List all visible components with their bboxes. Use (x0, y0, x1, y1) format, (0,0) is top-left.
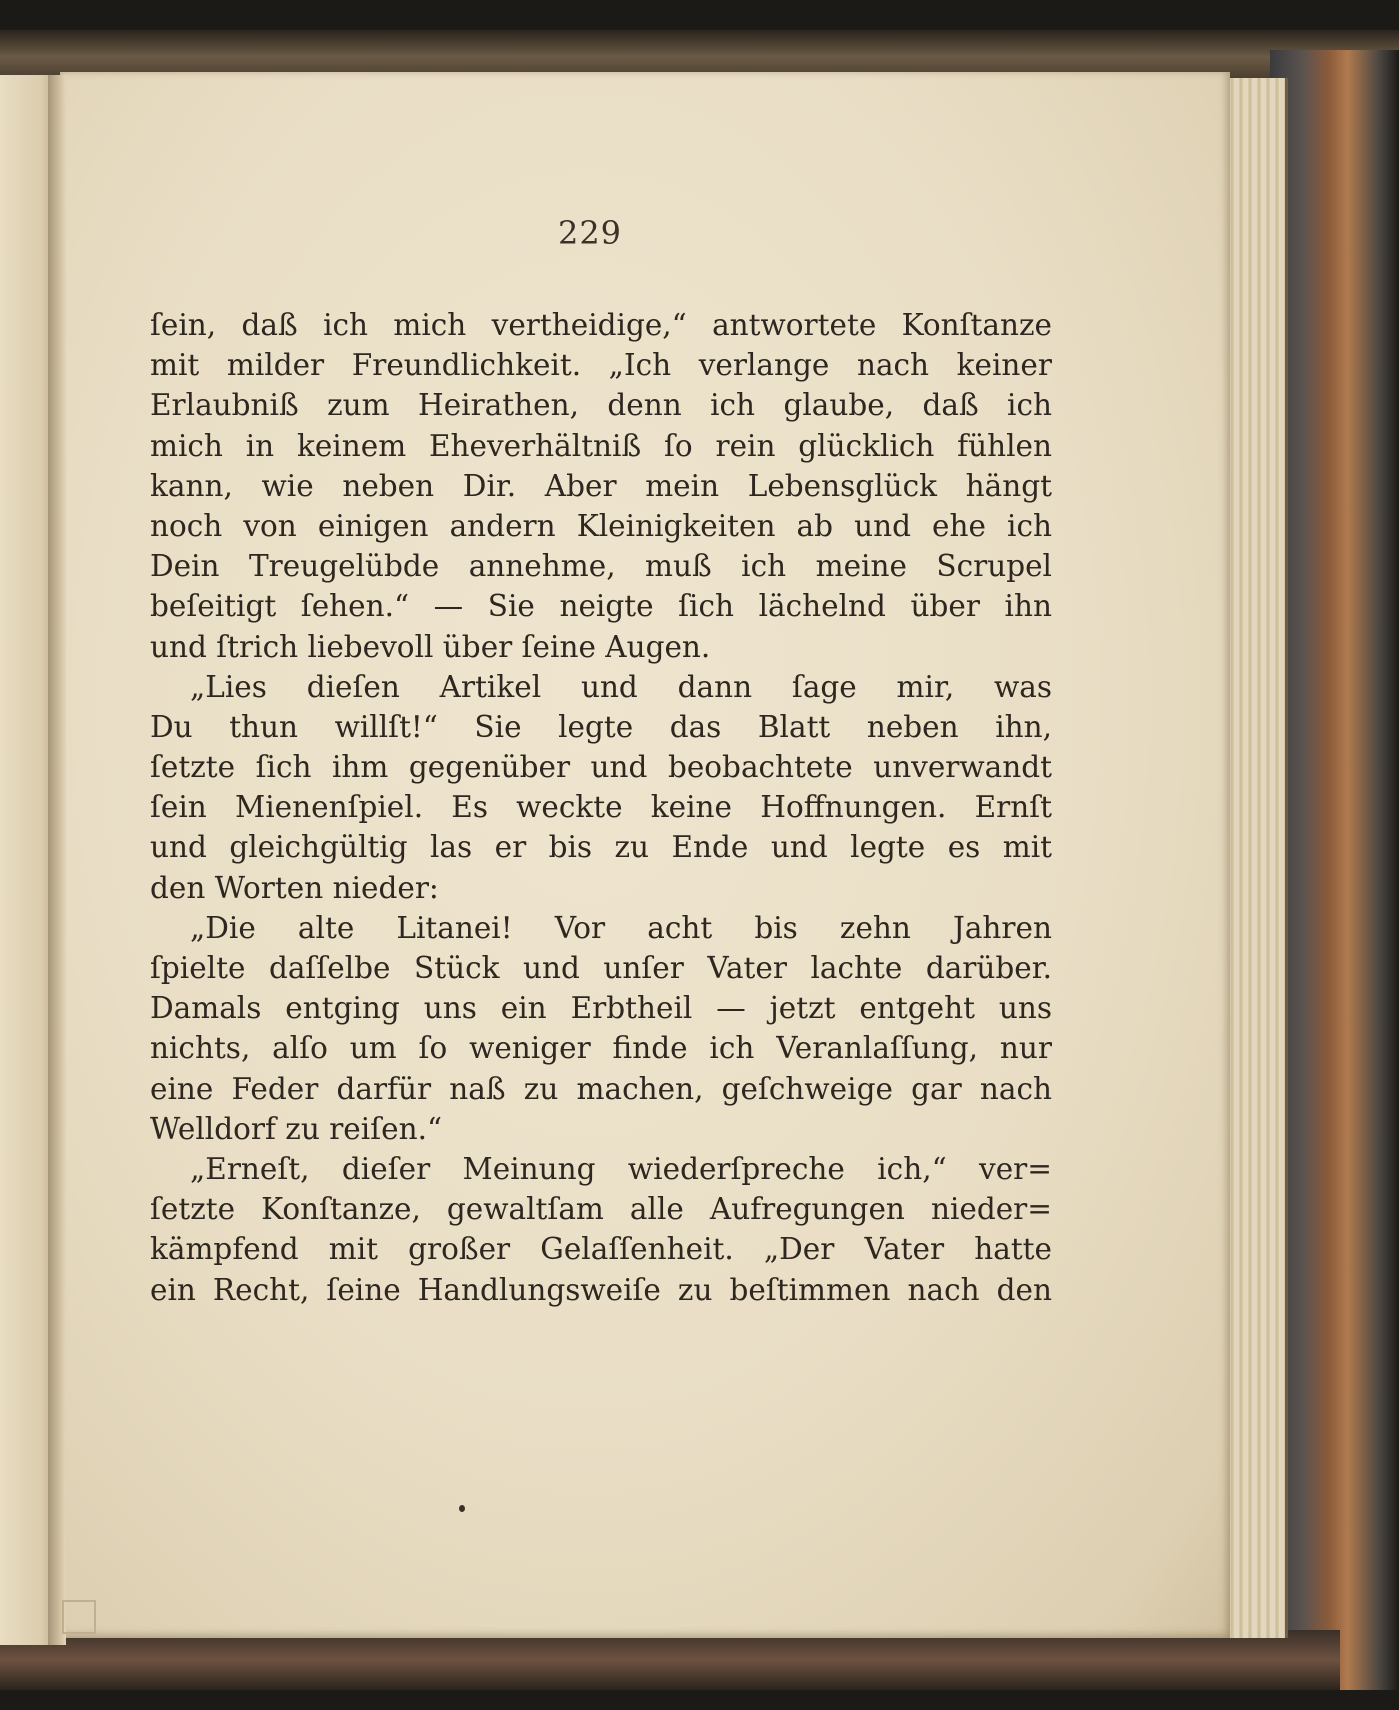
text-line: und gleichgültig las er bis zu Ende und legte es mit (150, 830, 1052, 865)
text-line: kann, wie neben Dir. Aber mein Lebensglück hängt (150, 468, 1052, 503)
page-block-edges (1225, 78, 1288, 1638)
text-line: ſetzte ſich ihm gegenüber und beobachtete unverwandt (150, 750, 1052, 785)
text-line: Du thun willſt!“ Sie legte das Blatt neben ihn, (150, 709, 1052, 744)
text-line: ſein Mienenſpiel. Es weckte keine Hoffnungen. Ernſt (150, 790, 1052, 825)
text-line: mit milder Freundlichkeit. „Ich verlange nach keiner (150, 348, 1052, 383)
body-text (150, 305, 1052, 1310)
ink-speck (459, 1505, 465, 1512)
text-line: nichts, alſo um ſo weniger finde ich Veranlaſſung, nur (150, 1031, 1052, 1066)
text-line: noch von einigen andern Kleinigkeiten ab und ehe ich (150, 508, 1052, 543)
text-line: beſeitigt ſehen.“ — Sie neigte ſich lächelnd über ihn (150, 589, 1052, 624)
text-line: „Die alte Litanei! Vor acht bis zehn Jahren (190, 910, 1052, 945)
text-line: kämpfend mit großer Gelaſſenheit. „Der Vater hatte (150, 1232, 1052, 1267)
text-line: Dein Treugelübde annehme, muß ich meine Scrupel (150, 549, 1052, 584)
text-line: Erlaubniß zum Heirathen, denn ich glaube, daß ich (150, 388, 1052, 423)
text-line: und ſtrich liebevoll über ſeine Augen. (150, 629, 711, 664)
text-line: „Lies dieſen Artikel und dann ſage mir, was (190, 669, 1052, 704)
text-line: eine Feder darfür naß zu machen, geſchweige gar nach (150, 1071, 1052, 1106)
text-line: Damals entging uns ein Erbtheil — jetzt entgeht uns (150, 991, 1052, 1026)
text-line: ſpielte daſſelbe Stück und unſer Vater lachte darüber. (150, 951, 1052, 985)
text-line: ſetzte Konſtanze, gewaltſam alle Aufregungen nieder= (150, 1192, 1052, 1227)
text-line: ein Recht, ſeine Handlungsweiſe zu beſtimmen nach den (150, 1272, 1052, 1307)
page-gutter (48, 75, 66, 1645)
text-line: Welldorf zu reiſen.“ (150, 1111, 443, 1146)
book-cover-bottom-edge (0, 1630, 1340, 1690)
text-line: den Worten nieder: (150, 870, 439, 905)
corner-mark (62, 1600, 96, 1634)
page-number: 229 (557, 214, 623, 252)
text-line: mich in keinem Eheverhältniß ſo rein glücklich fühlen (150, 428, 1052, 463)
text-line: ſein, daß ich mich vertheidige,“ antwortete Konſtanze (150, 308, 1052, 342)
book-cover-spine-edge (1270, 50, 1399, 1690)
text-line: „Erneſt, dieſer Meinung wiederſpreche ich,“ ver= (190, 1151, 1052, 1186)
